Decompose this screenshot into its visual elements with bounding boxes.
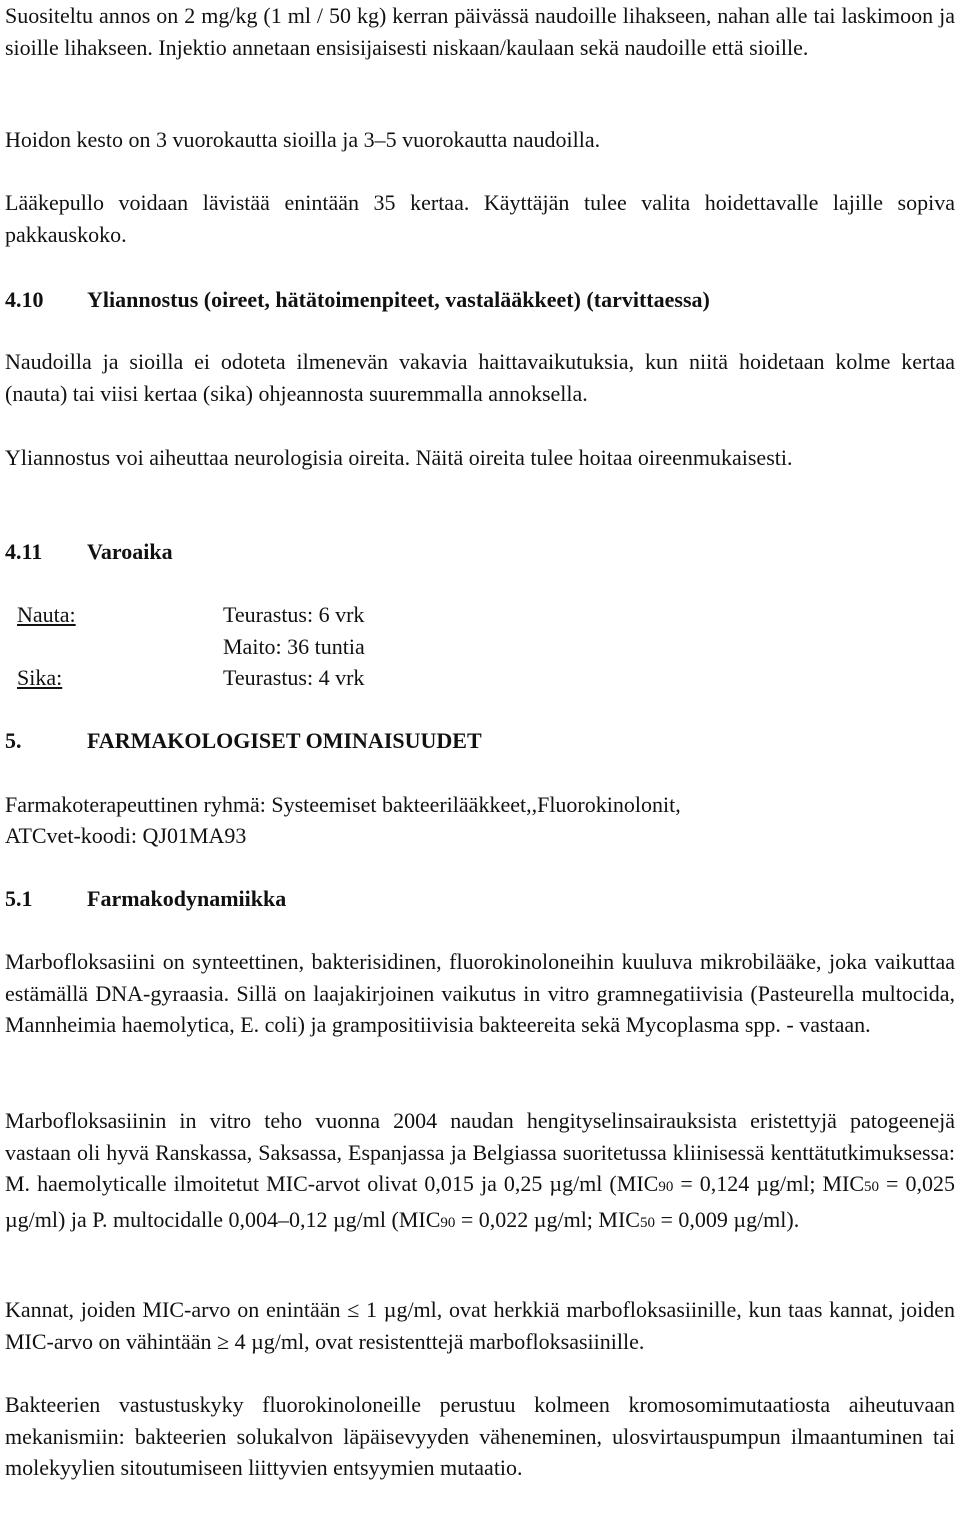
dosage-paragraph: Suositeltu annos on 2 mg/kg (1 ml / 50 kg) kerran päivässä naudoille lihakseen, nahan alle tai laskimoon ja sioille lihakseen. Injektio annetaan ensisijaisesti niskaan/kaulaan sekä naudoille että sioille. bbox=[5, 3, 955, 60]
mic-breakpoints-paragraph: Kannat, joiden MIC-arvo on enintään ≤ 1 µg/ml, ovat herkkiä marbofloksasiinille, kun taas kannat, joiden MIC-arvo on vähintään ≥ 4 µg/ml, ovat resistenttejä marbofloksasiinille. bbox=[5, 1297, 955, 1354]
species-label: Sika: bbox=[17, 665, 63, 690]
section-title: Farmakodynamiikka bbox=[87, 886, 287, 911]
section-number: 5.1 bbox=[5, 886, 33, 911]
withdrawal-value: Teurastus: 6 vrk bbox=[223, 602, 365, 627]
section-title: Yliannostus (oireet, hätätoimenpiteet, vastalääkkeet) (tarvittaessa) bbox=[87, 287, 710, 312]
section-5-1-heading bbox=[5, 883, 955, 915]
section-title: FARMAKOLOGISET OMINAISUUDET bbox=[87, 728, 482, 753]
withdrawal-row bbox=[0, 662, 960, 694]
atcvet-code: ATCvet-koodi: QJ01MA93 bbox=[5, 823, 247, 848]
vial-paragraph: Lääkepullo voidaan lävistää enintään 35 kertaa. Käyttäjän tulee valita hoidettavalle lajille sopiva pakkauskoko. bbox=[5, 190, 955, 247]
withdrawal-row bbox=[0, 631, 960, 663]
section-number: 4.11 bbox=[5, 539, 43, 564]
withdrawal-value: Teurastus: 4 vrk bbox=[223, 665, 365, 690]
withdrawal-value: Maito: 36 tuntia bbox=[223, 634, 365, 659]
resistance-paragraph: Bakteerien vastustuskyky fluorokinoloneille perustuu kolmeen kromosomimutaatiosta aiheutuvaan mekanismiin: bakteerien solukalvon läpäisevyyden väheneminen, ulosvirtauspumpun ilmaantuminen tai molekyylien sitoutumiseen liittyvien entsyymien mutaatio. bbox=[5, 1392, 955, 1480]
section-4-10-heading bbox=[5, 284, 955, 316]
overdose-symptoms-paragraph: Yliannostus voi aiheuttaa neurologisia oireita. Näitä oireita tulee hoitaa oireenmukaisesti. bbox=[5, 445, 793, 470]
section-number: 5. bbox=[5, 728, 22, 753]
species-label: Nauta: bbox=[17, 602, 76, 627]
section-4-11-heading bbox=[5, 536, 955, 568]
withdrawal-row bbox=[0, 599, 960, 631]
pharmacodynamics-paragraph: Marbofloksasiini on synteettinen, bakterisidinen, fluorokinoloneihin kuuluva mikrobilääke, joka vaikuttaa estämällä DNA-gyraasia. Sillä on laajakirjoinen vaikutus in vitro gramnegatiivisia (Pasteurella multocida, Mannheimia haemolytica, E. coli) ja grampositiivisia bakteereita sekä Mycoplasma spp. - vastaan. bbox=[5, 949, 955, 1037]
section-number: 4.10 bbox=[5, 287, 44, 312]
treatment-duration-paragraph: Hoidon kesto on 3 vuorokautta sioilla ja 3–5 vuorokautta naudoilla. bbox=[5, 127, 601, 152]
pharmacotherapeutic-group: Farmakoterapeuttinen ryhmä: Systeemiset bakteerilääkkeet,,Fluorokinolonit, bbox=[5, 792, 681, 817]
overdose-paragraph: Naudoilla ja sioilla ei odoteta ilmenevän vakavia haittavaikutuksia, kun niitä hoidetaan kolme kertaa (nauta) tai viisi kertaa (sika) ohjeannosta suuremmalla annoksella. bbox=[5, 349, 955, 406]
section-title: Varoaika bbox=[87, 539, 173, 564]
section-5-heading bbox=[5, 725, 955, 757]
mic-values-paragraph: Marbofloksasiinin in vitro teho vuonna 2004 naudan hengityselinsairauksista eristettyjä patogeenejä vastaan oli hyvä Ranskassa, Saksassa, Espanjassa ja Belgiassa suoritetussa kliinisessä kenttätutkimuksessa: M. haemolyticalle ilmoitetut MIC-arvot olivat 0,015 ja 0,25 µg/ml (MIC90 = 0,124 µg/ml; MIC50 = 0,025 µg/ml) ja P. multocidalle 0,004–0,12 µg/ml (MIC90 = 0,022 µg/ml; MIC50 = 0,009 µg/ml). bbox=[5, 1108, 955, 1232]
